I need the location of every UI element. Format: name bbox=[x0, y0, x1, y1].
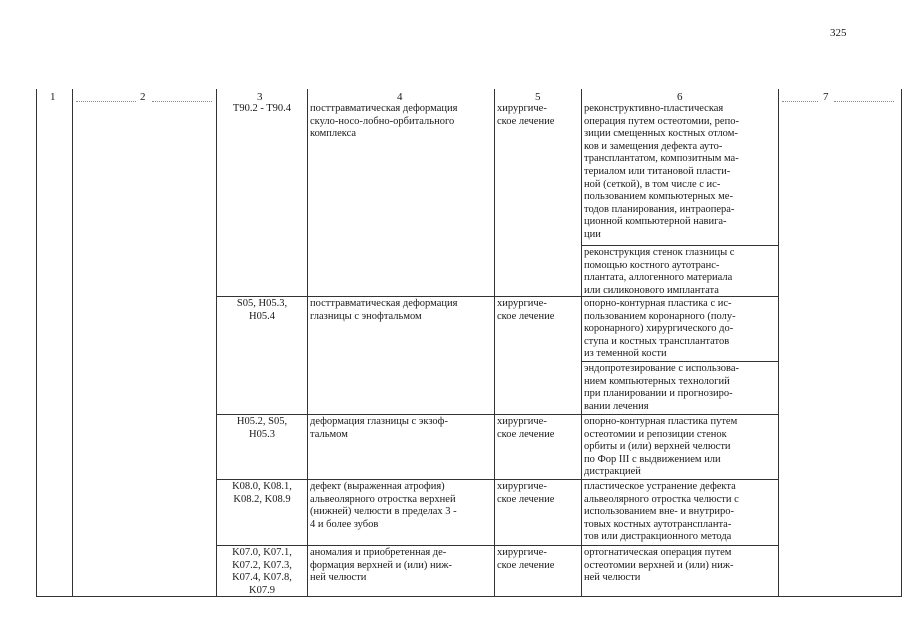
column-header: 1 bbox=[50, 91, 56, 103]
column-divider bbox=[72, 89, 73, 596]
row-divider bbox=[216, 414, 778, 415]
header-divider bbox=[152, 101, 212, 102]
treatment-type: хирургиче- ское лечение bbox=[497, 416, 555, 440]
treatment-type: хирургиче- ское лечение bbox=[497, 103, 555, 127]
diagnosis-description: деформация глазницы с экзоф- тальмом bbox=[310, 416, 448, 440]
row-divider bbox=[216, 545, 778, 546]
column-divider bbox=[494, 89, 495, 596]
treatment-type: хирургиче- ское лечение bbox=[497, 481, 555, 505]
header-divider bbox=[782, 101, 818, 102]
header-divider bbox=[76, 101, 136, 102]
diagnosis-description: посттравматическая деформация скуло-носо-лобно-орбитального комплекса bbox=[310, 103, 458, 140]
column-header: 6 bbox=[677, 91, 683, 103]
column-header: 3 bbox=[257, 91, 263, 103]
treatment-method: реконструкция стенок глазницы с помощью костного аутотранс- плантата, аллогенного материала или силиконового имплантата bbox=[584, 247, 735, 296]
column-header: 7 bbox=[823, 91, 829, 103]
method-divider bbox=[581, 361, 778, 362]
treatment-method: опорно-контурная пластика с ис- пользованием коронарного (полу- коронарного) хирургического до- ступа и костных трансплантатов из теменной кости bbox=[584, 298, 736, 360]
column-divider bbox=[581, 89, 582, 596]
diagnosis-code: H05.2, S05, H05.3 bbox=[236, 416, 288, 440]
treatment-type: хирургиче- ское лечение bbox=[497, 298, 555, 322]
diagnosis-code: S05, H05.3, H05.4 bbox=[236, 298, 288, 322]
diagnosis-code: K08.0, K08.1, K08.2, K08.9 bbox=[232, 481, 292, 505]
column-header: 4 bbox=[397, 91, 403, 103]
method-divider bbox=[581, 245, 778, 246]
header-divider bbox=[834, 101, 894, 102]
row-divider bbox=[216, 479, 778, 480]
diagnosis-description: аномалия и приобретенная де- формация верхней и (или) ниж- ней челюсти bbox=[310, 547, 452, 584]
treatment-method: ортогнатическая операция путем остеотомии верхней и (или) ниж- ней челюсти bbox=[584, 547, 734, 584]
column-header: 5 bbox=[535, 91, 541, 103]
treatment-type: хирургиче- ское лечение bbox=[497, 547, 555, 571]
diagnosis-description: дефект (выраженная атрофия) альвеолярного отростка верхней (нижней) челюсти в пределах 3 - 4 и более зубов bbox=[310, 481, 457, 530]
treatment-method: опорно-контурная пластика путем остеотомии и репозиции стенок орбиты и (или) верхней челюсти по Фор III с выдвижением или дистракцией bbox=[584, 416, 738, 478]
diagnosis-description: посттравматическая деформация глазницы с энофтальмом bbox=[310, 298, 458, 322]
treatment-method: реконструктивно-пластическая операция путем остеотомии, репо- зиции смещенных костных отлом- ков и замещения дефекта ауто- трансплантатом, композитным ма- териалом или титановой пласти- ной (сеткой), в том числе с ис- пользованием компьютерных ме- тодов планирования, интраопера- ционной компьютерной навига- ции bbox=[584, 103, 739, 240]
column-divider bbox=[216, 89, 217, 596]
column-divider bbox=[778, 89, 779, 596]
column-header: 2 bbox=[140, 91, 146, 103]
treatment-method: пластическое устранение дефекта альвеолярного отростка челюсти с использованием вне- и внутриро- товых костных аутотранспланта- тов или дистракционного метода bbox=[584, 481, 739, 543]
diagnosis-code: K07.0, K07.1, K07.2, K07.3, K07.4, K07.8, K07.9 bbox=[232, 547, 292, 596]
column-divider bbox=[307, 89, 308, 596]
page-number: 325 bbox=[830, 27, 847, 39]
treatment-method: эндопротезирование с использова- нием компьютерных технологий при планировании и прогнозиро- вании лечения bbox=[584, 363, 739, 412]
diagnosis-code: T90.2 - T90.4 bbox=[232, 103, 292, 114]
